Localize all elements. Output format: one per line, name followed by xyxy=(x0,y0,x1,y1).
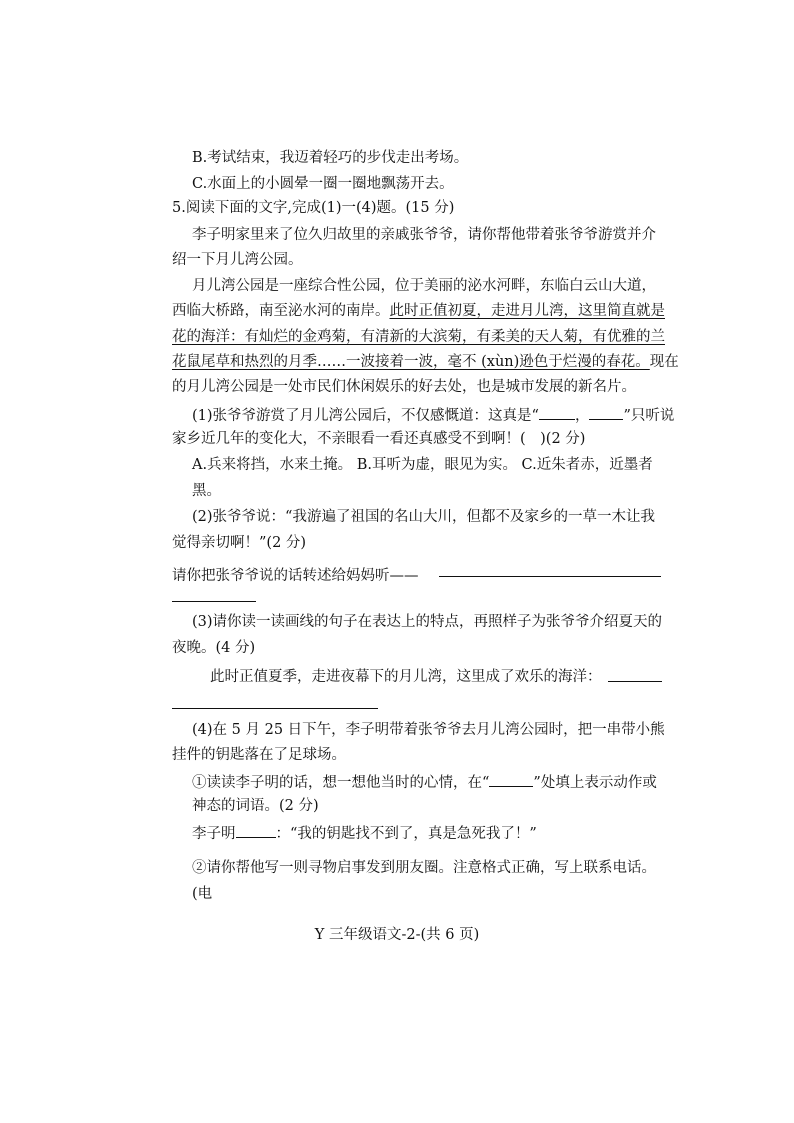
passage-line-2-plain: 西临大桥路，南至泌水河的南岸。 xyxy=(172,303,390,319)
option-c: C.水面上的小圆晕一圈一圈地飘荡开去。 xyxy=(192,176,454,192)
underlined-sentence-part-2: 花的海洋：有灿烂的金鸡菊，有清新的大滨菊，有柔美的天人菊，有优雅的兰 xyxy=(172,329,665,345)
option-b: B.考试结束，我迈着轻巧的步伐走出考场。 xyxy=(192,150,469,166)
sub2-prompt: 请你把张爷爷说的话转述给妈妈听—— xyxy=(172,568,419,584)
sub4-q1-line-1 xyxy=(192,771,657,793)
sub3-line-1: (3)请你读一读画线的句子在表达上的特点，再照样子为张爷爷介绍夏天的 xyxy=(192,614,663,630)
passage-line-4 xyxy=(172,352,679,372)
sub1-line-2: 家乡近几年的变化大，不亲眼看一看还真感受不到啊！( )(2 分) xyxy=(172,431,586,447)
emotion-blank[interactable] xyxy=(236,822,276,838)
answer-line-sub3-b[interactable] xyxy=(172,708,378,709)
speaker-quote: ：“我的钥匙找不到了，真是急死我了！” xyxy=(275,826,537,842)
idiom-blank-1[interactable] xyxy=(539,404,575,420)
passage-line-2 xyxy=(172,301,665,321)
underlined-sentence-part-3: 花鼠尾草和热烈的月季……一波接着一波，毫不 (xùn)逊色于烂漫的春花。 xyxy=(172,354,650,370)
sub1-line-1 xyxy=(192,404,674,426)
sub1-options: A.兵来将挡，水来土掩。 B.耳听为虚，眼见为实。 C.近朱者赤，近墨者 xyxy=(192,457,653,473)
sub4-line-2: 挂件的钥匙落在了足球场。 xyxy=(172,747,346,763)
idiom-blank-2[interactable] xyxy=(589,404,623,420)
passage-line-5: 的月儿湾公园是一处市民们休闲娱乐的好去处，也是城市发展的新名片。 xyxy=(172,379,636,395)
passage-line-4-tail: 现在 xyxy=(649,354,679,370)
underlined-sentence-part-1: 此时正值初夏，走进月儿湾，这里简直就是 xyxy=(389,303,665,319)
sub3-example: 此时正值夏季，走进夜幕下的月儿湾，这里成了欢乐的海洋： xyxy=(210,669,602,685)
sub1-separator: ， xyxy=(574,408,590,424)
sub1-text-a: (1)张爷爷游赏了月儿湾公园后，不仅感慨道：这真是“ xyxy=(192,408,539,424)
sub1-options-cont: 黑。 xyxy=(192,483,221,499)
answer-line-sub2-b[interactable] xyxy=(172,601,256,602)
answer-line-sub3-a[interactable] xyxy=(608,681,662,682)
intro-line-1: 李子明家里来了位久归故里的亲戚张爷爷，请你帮他带着张爷爷游赏并介 xyxy=(192,227,656,243)
sub1-text-b: ”只听说 xyxy=(623,408,675,424)
sub4-q1-text-b: ”处填上表示动作或 xyxy=(533,775,657,791)
question-5-heading: 5.阅读下面的文字,完成(1)一(4)题。(15 分) xyxy=(172,200,455,216)
page-footer: Y 三年级语文-2-(共 6 页) xyxy=(314,927,480,943)
sub2-line-1: (2)张爷爷说：“我游遍了祖国的名山大川，但都不及家乡的一草一木让我 xyxy=(192,509,655,525)
sub4-q2-line-2: (电 xyxy=(192,886,213,902)
sub4-quote-line xyxy=(192,822,537,844)
speaker-name: 李子明 xyxy=(192,826,236,842)
sub4-q1-line-2: 神态的词语。(2 分) xyxy=(192,798,319,814)
sub4-line-1: (4)在 5 月 25 日下午，李子明带着张爷爷去月儿湾公园时，把一串带小熊 xyxy=(192,722,665,738)
sub2-line-2: 觉得亲切啊！”(2 分) xyxy=(172,535,307,551)
sub4-q1-text-a: ①读读李子明的话，想一想他当时的心情，在“ xyxy=(192,775,490,791)
intro-line-2: 绍一下月儿湾公园。 xyxy=(172,252,303,268)
sub4-q2-line-1: ②请你帮他写一则寻物启事发到朋友圈。注意格式正确，写上联系电话。 xyxy=(192,860,656,876)
answer-line-sub2-a[interactable] xyxy=(439,576,661,577)
sub3-line-2: 夜晚。(4 分) xyxy=(172,640,256,656)
emotion-blank-example xyxy=(489,771,533,787)
passage-line-1: 月儿湾公园是一座综合性公园，位于美丽的泌水河畔，东临白云山大道， xyxy=(192,278,656,294)
